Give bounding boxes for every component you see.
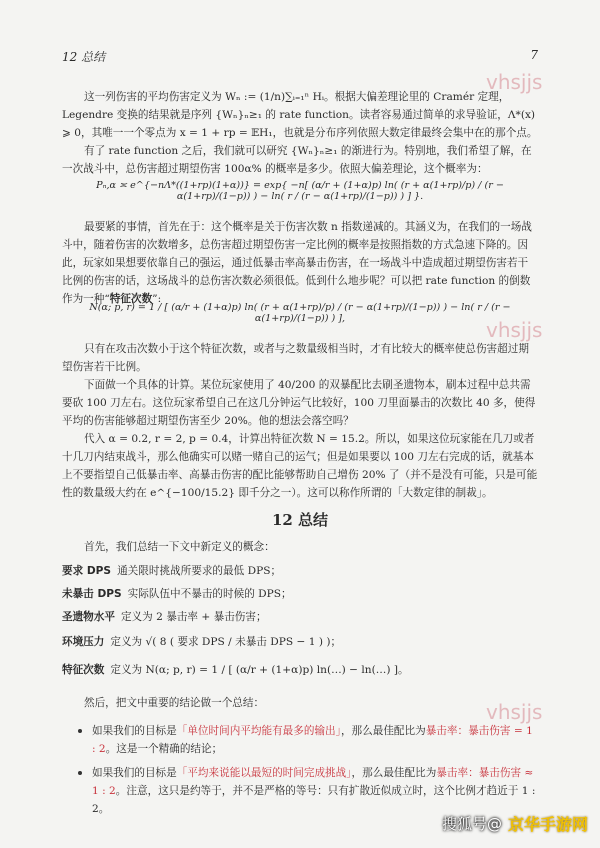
page-header <box>62 48 538 66</box>
paragraph-characteristic-count: 只有在攻击次数小于这个特征次数，或者与之数量级相当时，才有比较大的概率使总伤害超过期望伤害若干比例。 <box>62 343 529 373</box>
paragraph-exponential-decay <box>62 218 538 308</box>
definition-item <box>62 634 538 649</box>
watermark: vhsjjs <box>486 318 543 342</box>
paragraph-text: ”: <box>152 293 162 305</box>
bullet-prefix: 如果我们的目标是 <box>92 725 177 737</box>
definition-term: 环境压力 <box>62 636 105 648</box>
key-term: 特征次数 <box>109 293 153 305</box>
probability-equation: Pₙ,α ≍ e^{−nΛ*((1+rp)(1+α))} = exp{ −n[ (α/r + (1+α)p) ln( (r + α(1+rp)/p) / (r − α(1+rp)/(1−p)) ) − ln( r / (r − α(1+rp)/(1−p)) ) ] }. <box>96 180 504 202</box>
definition-term: 特征次数 <box>62 664 105 676</box>
definition-text: 实际队伍中不暴击的时候的 DPS； <box>127 588 292 600</box>
highlighted-goal: 「单位时间内平均能有最多的输出」 <box>176 725 341 737</box>
paragraph-rate-function: 有了 rate function 之后，我们就可以研究 {Wₙ}ₙ≥₁ 的渐进行为。特别地，我们希望了解，在一次战斗中，总伤害超过期望伤害 100α% 的概率是多少。依照大偏差理论，这个概率为： <box>62 145 532 175</box>
paragraph-average-damage: 这一列伤害的平均伤害定义为 Wₙ := (1/n)∑ᵢ₌₁ⁿ Hᵢ。根据大偏差理论里的 Cramér 定理，Legendre 变换的结果就是序列 {Wₙ}ₙ≥₁ 的 rate function。读者容易通过简单的求导验证，Λ*(x) ⩾ 0，其唯一一个零点为 x = 1 + rp = 𝔼H₁，也就是分布序列依照大数定律最终会集中在的那个点。 <box>62 91 538 139</box>
definition-term: 要求 DPS <box>62 565 112 577</box>
paragraph-example: 下面做一个具体的计算。某位玩家使用了 40/200 的双暴配比去刷圣遗物本，刷本过程中总共需要砍 100 刀左右。这位玩家希望自己在这几分钟运气比较好，100 刀里面暴击的次数比 40 多，使得平均的伤害能够超过期望伤害至少 20%。他的想法会落空吗？ <box>62 379 536 427</box>
watermark: vhsjjs <box>486 700 543 724</box>
definition-item <box>62 662 538 677</box>
conclusion-intro: 然后，把文中重要的结论做一个总结： <box>84 697 265 709</box>
brand-label: 京华手游网 <box>507 814 588 834</box>
definition-item <box>62 586 538 601</box>
definition-item <box>62 609 538 624</box>
bullet-suffix: 。这是一个精确的结论； <box>105 743 223 755</box>
definition-text: 定义为 N(α; p, r) = 1 / [ (α/r + (1+α)p) ln(…) − ln(…) ]。 <box>110 664 409 676</box>
definition-text: 定义为 √( 8 ( 要求 DPS / 未暴击 DPS − 1 ) )； <box>110 636 342 648</box>
definition-term: 未暴击 DPS <box>62 588 122 600</box>
bullet-dot <box>78 771 82 775</box>
summary-intro: 首先，我们总结一下文中新定义的概念： <box>84 541 275 553</box>
definition-text: 定义为 2 暴击率 + 暴击伤害； <box>120 611 267 623</box>
highlighted-ratio: 暴击率：暴击伤害 ≈ 1 : 2 <box>92 767 534 797</box>
bullet-middle: ，那么最佳配比为 <box>351 767 437 779</box>
bullet-suffix: 。注意，这只是约等于，并不是严格的等号：只有扩散近似成立时，这个比例才趋近于 1 : 2。 <box>92 785 536 815</box>
definition-text: 通关限时挑战所要求的最低 DPS； <box>117 565 282 577</box>
highlighted-ratio: 暴击率：暴击伤害 = 1 : 2 <box>92 725 533 755</box>
definition-item <box>62 563 538 578</box>
watermark: vhsjjs <box>486 70 543 94</box>
page-number: 7 <box>530 48 538 62</box>
conclusion-bullet <box>62 722 538 758</box>
paragraph-calculation: 代入 α = 0.2, r = 2, p = 0.4，计算出特征次数 N = 15.2。所以，如果这位玩家能在几刀或者十几刀内结束战斗，那么他确实可以赌一赌自己的运气；但是如果要以 100 刀左右完成的话，就基本上不要指望自己低暴击率、高暴击伤害的配比能够帮助自己增伤 20% 了（并不是没有可能，只是可能性的数量级大约在 e^{−100/15.2} 即千分之一）。这可以称作所谓的「大数定律的制裁」。 <box>62 433 538 499</box>
source-label: 搜狐号@ <box>441 814 502 833</box>
bullet-prefix: 如果我们的目标是 <box>92 767 177 779</box>
bullet-text <box>92 722 538 758</box>
characteristic-count-equation: N(α; p, r) = 1 / [ (α/r + (1+α)p) ln( (r + α(1+rp)/p) / (r − α(1+rp)/(1−p)) ) − ln( r / (r − α(1+rp)/(1−p)) ) ], <box>89 302 511 324</box>
running-section-title: 12 总结 <box>62 50 106 64</box>
definition-term: 圣遗物水平 <box>62 611 115 623</box>
bullet-middle: ，那么最佳配比为 <box>340 725 426 737</box>
source-watermark <box>442 810 588 836</box>
section-title: 12 总结 <box>271 511 329 529</box>
bullet-dot <box>78 729 82 733</box>
highlighted-goal: 「平均来说能以最短的时间完成挑战」 <box>176 767 352 779</box>
paragraph-text: 最要紧的事情，首先在于：这个概率是关于伤害次数 n 指数递减的。其涵义为，在我们的一场战斗中，随着伤害的次数增多，总伤害超过期望伤害一定比例的概率是按照指数的方式急速下降的。因此，玩家如果想要依靠自己的强运，通过低暴击率高暴击伤害，在一场战斗中造成超过期望伤害若干比例的伤害的话，这场战斗的总伤害次数必须很低。低到什么地步呢？可以把 rate function 的倒数作为一种“ <box>62 221 532 305</box>
